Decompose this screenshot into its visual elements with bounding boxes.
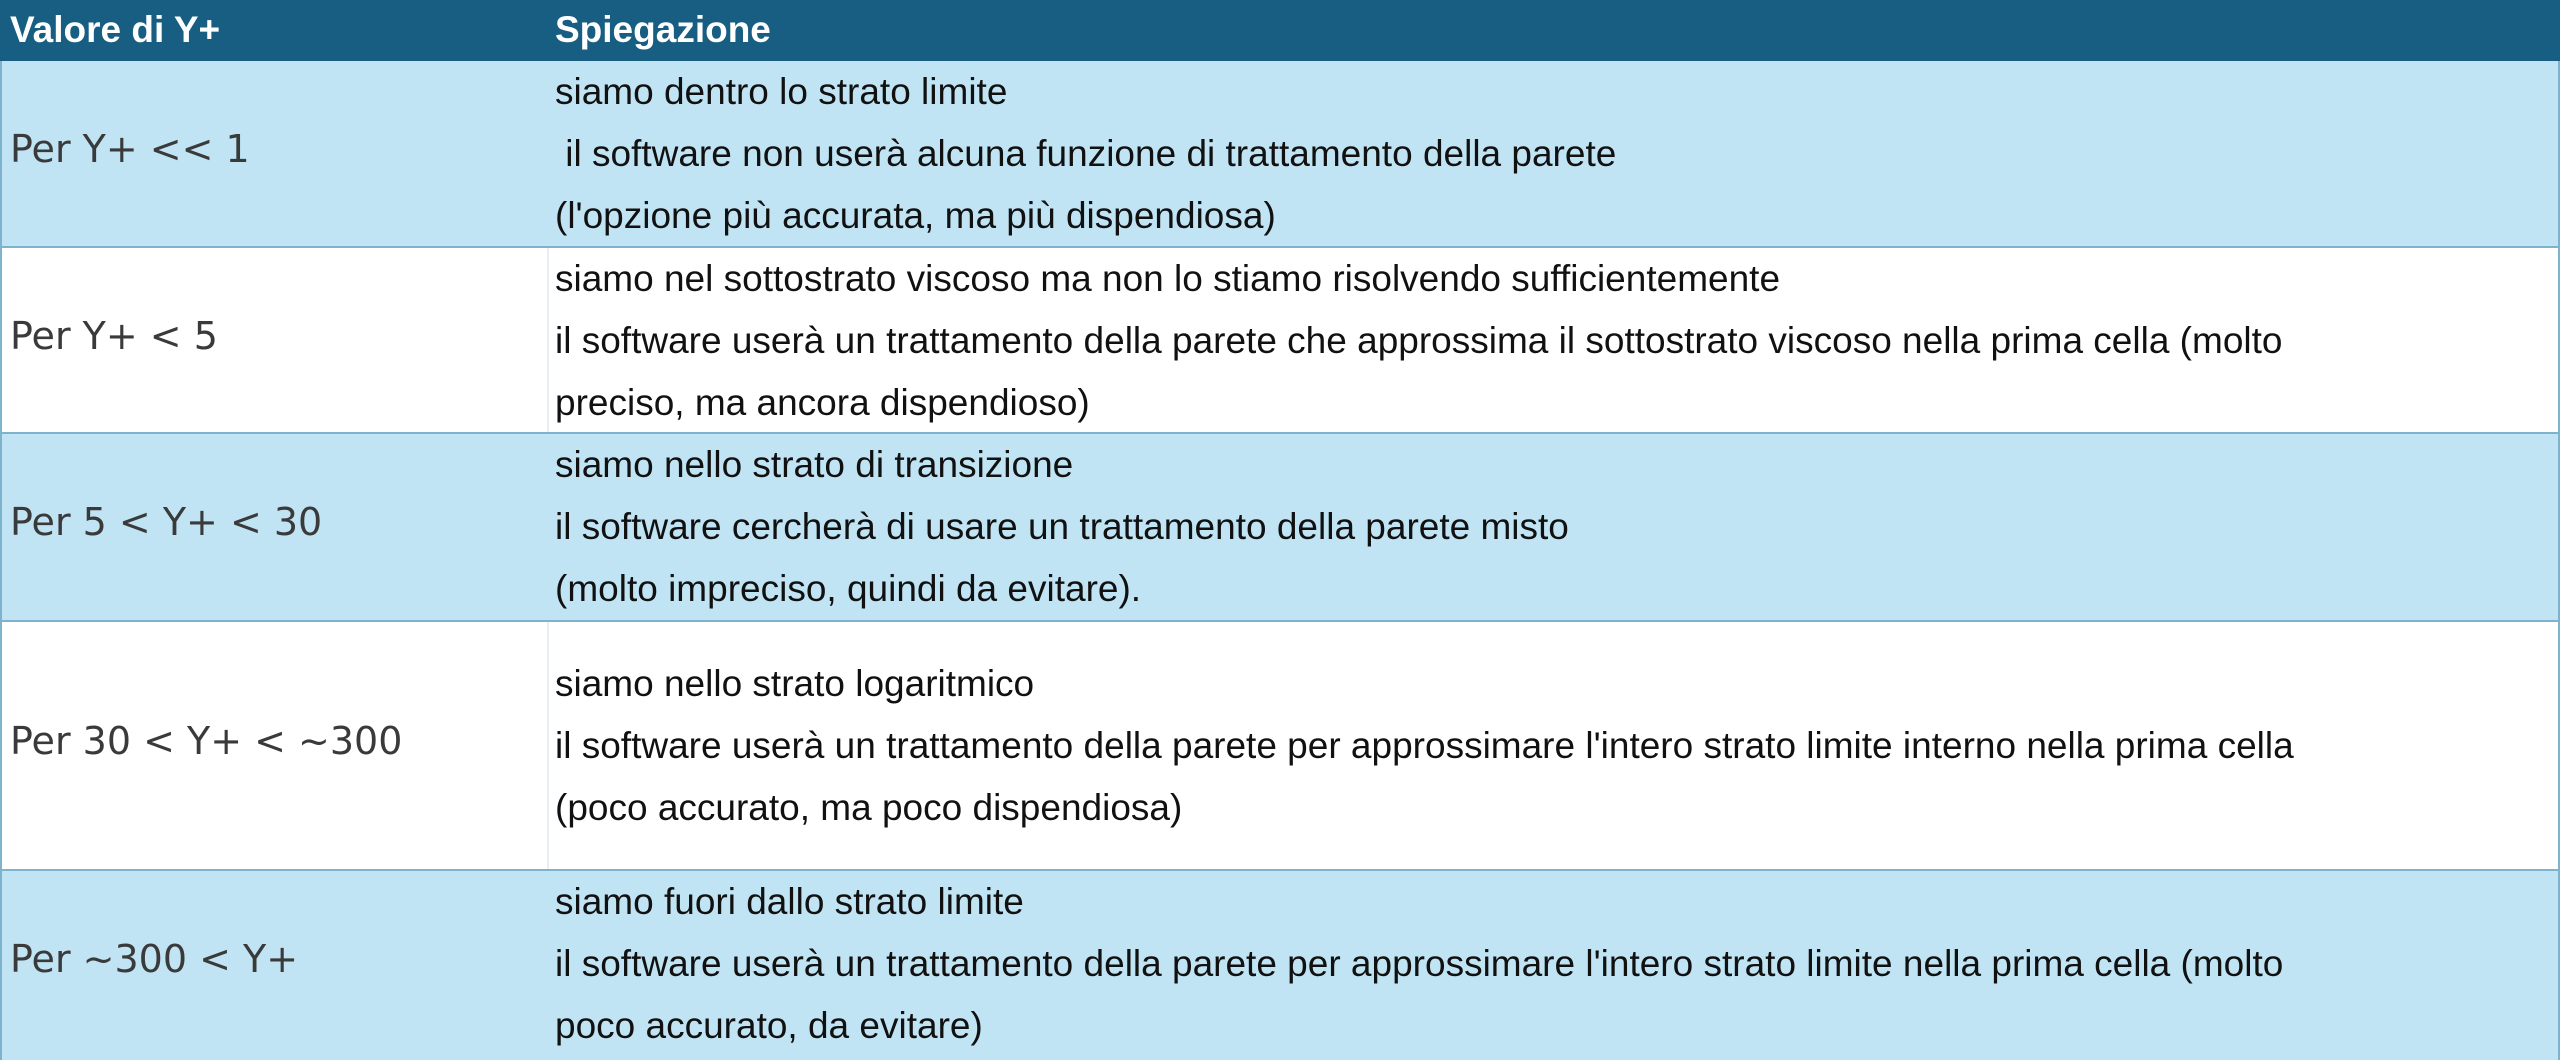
- row-explanation: [555, 248, 2282, 434]
- table-row: [0, 622, 2560, 871]
- explanation-line: siamo nel sottostrato viscoso ma non lo stiamo risolvendo sufficientemente: [555, 258, 1781, 299]
- explanation-line: il software userà un trattamento della parete che approssima il sottostrato viscoso nella prima cella (molto: [555, 320, 2283, 361]
- explanation-line: (molto impreciso, quindi da evitare).: [555, 568, 1142, 609]
- explanation-line: il software userà un trattamento della parete per approssimare l'intero strato limite nella prima cella (molto: [555, 943, 2284, 984]
- column-divider: [547, 248, 549, 432]
- explanation-line: (poco accurato, ma poco dispendiosa): [555, 787, 1183, 828]
- explanation-line: (l'opzione più accurata, ma più dispendiosa): [555, 195, 1276, 236]
- explanation-line: il software userà un trattamento della parete per approssimare l'intero strato limite interno nella prima cella: [555, 725, 2294, 766]
- explanation-line: preciso, ma ancora dispendioso): [555, 382, 1090, 423]
- explanation-line: siamo fuori dallo strato limite: [555, 881, 1024, 922]
- column-divider: [547, 622, 549, 869]
- explanation-line: il software cercherà di usare un trattamento della parete misto: [555, 506, 1569, 547]
- table-row: [0, 871, 2560, 1060]
- table-header: [0, 0, 2560, 61]
- table-row: [0, 61, 2560, 248]
- table-row: [0, 248, 2560, 434]
- header-spiegazione: Spiegazione: [555, 9, 771, 50]
- explanation-line: il software non userà alcuna funzione di trattamento della parete: [555, 133, 1617, 174]
- row-value: Per 30 < Y+ < ~300: [10, 719, 403, 763]
- row-explanation: [555, 61, 1616, 247]
- explanation-line: siamo dentro lo strato limite: [555, 71, 1008, 112]
- column-divider: [547, 61, 549, 246]
- row-value: Per ~300 < Y+: [10, 937, 299, 981]
- table-row: [0, 434, 2560, 622]
- column-divider: [547, 434, 549, 620]
- row-value: Per Y+ < 5: [10, 314, 218, 358]
- row-explanation: [555, 434, 1569, 620]
- row-value: Per 5 < Y+ < 30: [10, 500, 323, 544]
- table-left-border: [0, 61, 2, 1060]
- explanation-line: poco accurato, da evitare): [555, 1005, 983, 1046]
- row-explanation: [555, 871, 2283, 1057]
- header-valore: Valore di Y+: [10, 9, 221, 50]
- row-value: Per Y+ << 1: [10, 127, 250, 171]
- explanation-line: siamo nello strato logaritmico: [555, 663, 1035, 704]
- column-divider: [547, 871, 549, 1060]
- explanation-line: siamo nello strato di transizione: [555, 444, 1074, 485]
- row-explanation: [555, 653, 2294, 839]
